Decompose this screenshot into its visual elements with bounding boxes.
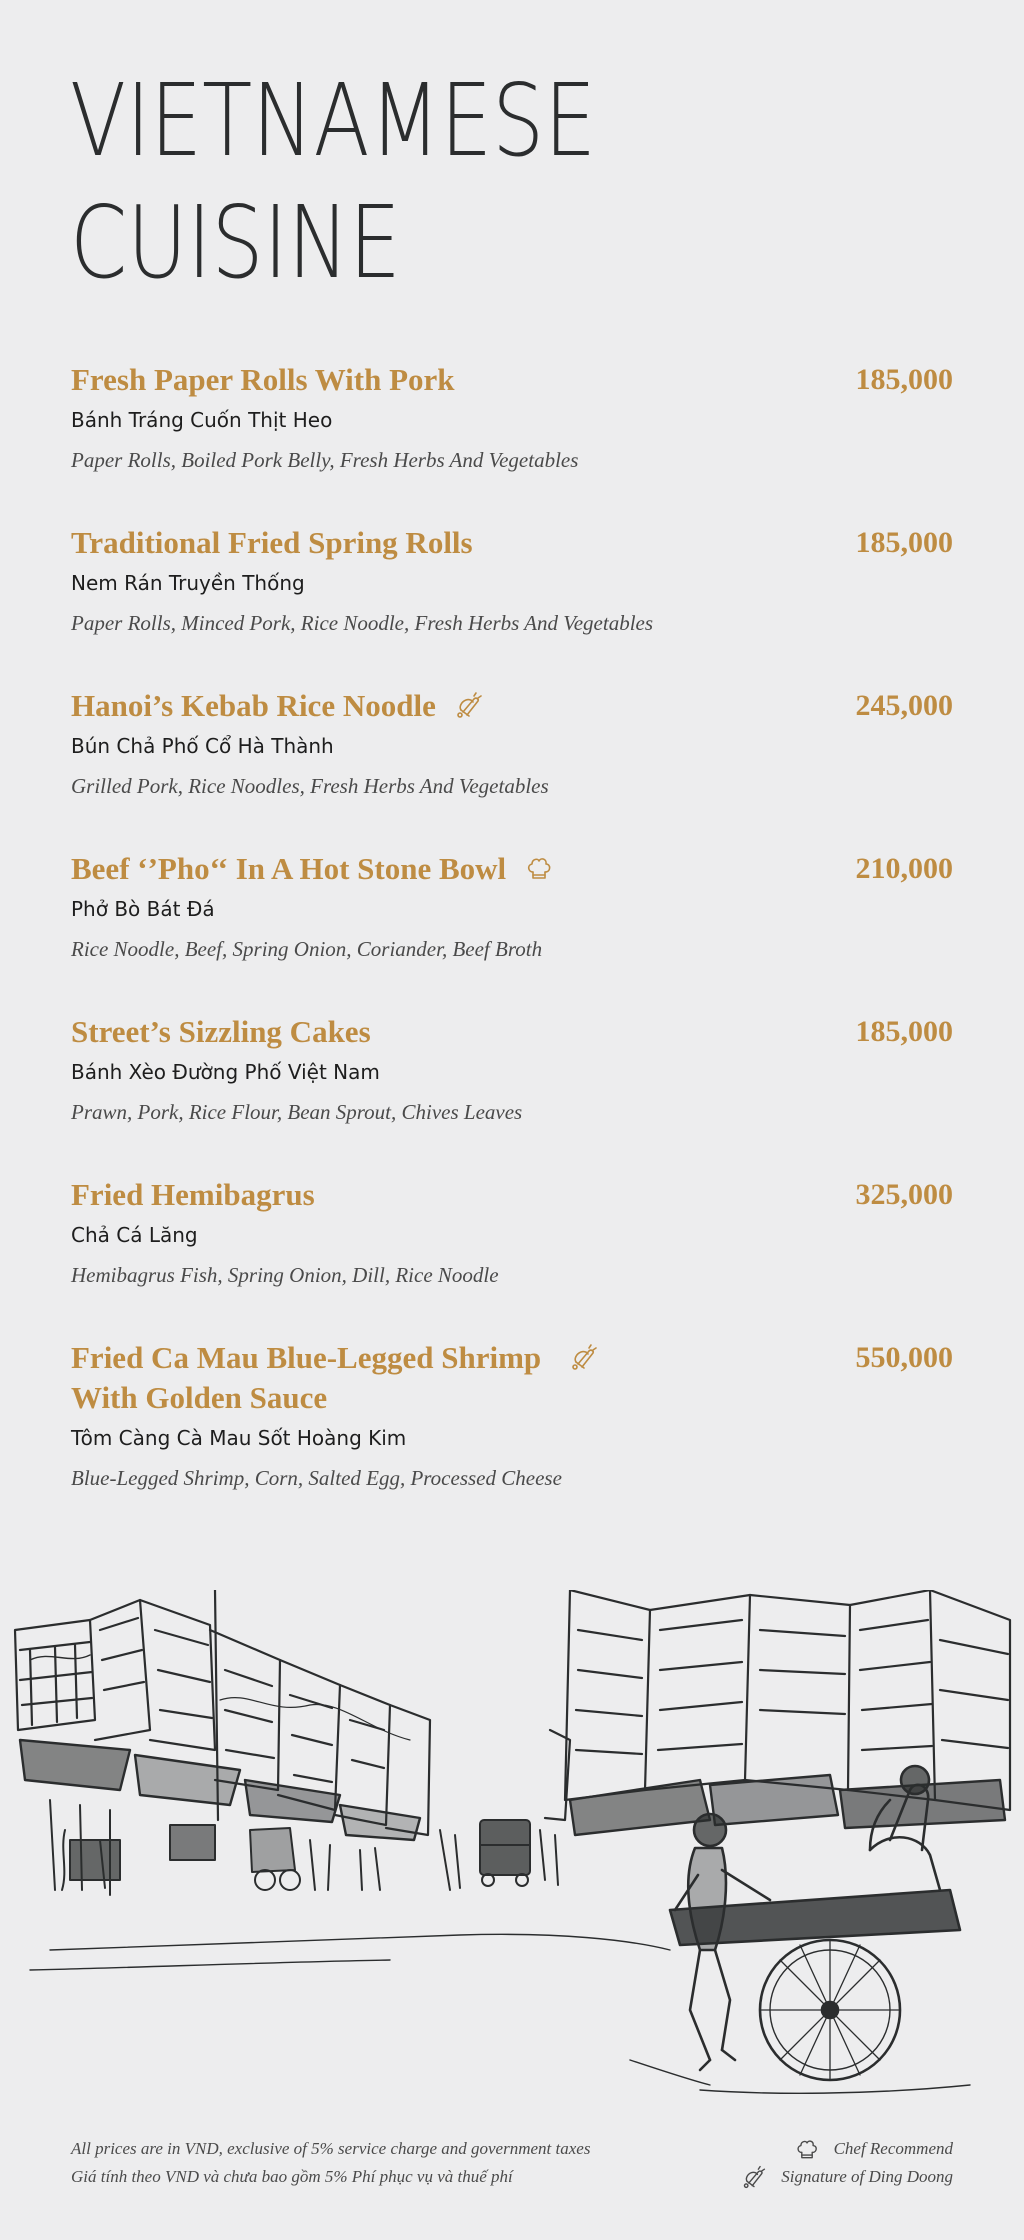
- dish-name: Fried Ca Mau Blue-Legged Shrimp With Golden Sauce: [71, 1340, 542, 1415]
- dish-price: 245,000: [855, 689, 953, 722]
- street-sketch-illustration: [10, 1590, 1014, 2110]
- menu-list: [71, 360, 953, 1492]
- dish-vietnamese-name: Bún Chả Phố Cổ Hà Thành: [71, 734, 334, 758]
- dish-vietnamese-name: Nem Rán Truyền Thống: [71, 571, 305, 595]
- right-awnings: [570, 1775, 1005, 1835]
- legend-chef-recommend: [741, 2135, 953, 2163]
- menu-item: [71, 1338, 953, 1492]
- dish-name: Street’s Sizzling Cakes: [71, 1014, 371, 1049]
- dish-description: Rice Noodle, Beef, Spring Onion, Coriander, Beef Broth: [71, 937, 543, 961]
- dish-vietnamese-name: Phở Bò Bát Đá: [71, 897, 215, 921]
- menu-item: [71, 1012, 953, 1175]
- chef-hat-icon: [524, 853, 554, 883]
- dish-price: 185,000: [855, 1015, 953, 1048]
- legend-signature: [741, 2163, 953, 2191]
- chef-hat-icon: [794, 2136, 820, 2162]
- dish-price: 210,000: [855, 852, 953, 885]
- dish-vietnamese-name: Tôm Càng Cà Mau Sốt Hoàng Kim: [71, 1426, 407, 1450]
- dish-name: Fried Hemibagrus: [71, 1177, 315, 1212]
- dish-price: 325,000: [855, 1178, 953, 1211]
- dish-vietnamese-name: Bánh Tráng Cuốn Thịt Heo: [71, 408, 333, 432]
- dish-description: Hemibagrus Fish, Spring Onion, Dill, Rice Noodle: [71, 1263, 499, 1287]
- menu-item: [71, 686, 953, 849]
- menu-item: [71, 1175, 953, 1338]
- legend-signature-label: Signature of Ding Doong: [781, 2167, 953, 2186]
- bell-icon: [569, 1342, 599, 1372]
- dish-name: Beef ‘’Pho‘‘ In A Hot Stone Bowl: [71, 851, 507, 886]
- dish-description: Paper Rolls, Minced Pork, Rice Noodle, Fresh Herbs And Vegetables: [71, 611, 654, 635]
- dish-vietnamese-name: Chả Cá Lăng: [71, 1223, 198, 1247]
- dish-name: Hanoi’s Kebab Rice Noodle: [71, 688, 436, 723]
- price-note: [71, 2135, 590, 2191]
- menu-item: [71, 849, 953, 1012]
- icon-legend: [741, 2135, 953, 2191]
- bell-icon: [741, 2164, 767, 2190]
- page-title: [70, 60, 596, 304]
- dish-description: Grilled Pork, Rice Noodles, Fresh Herbs And Vegetables: [71, 774, 549, 798]
- legend-chef-label: Chef Recommend: [833, 2139, 953, 2158]
- dish-description: Prawn, Pork, Rice Flour, Bean Sprout, Chives Leaves: [71, 1100, 523, 1124]
- title-line-2: CUISINE: [70, 184, 401, 301]
- title-line-1: VIETNAMESE: [70, 62, 597, 179]
- dish-name: Fresh Paper Rolls With Pork: [71, 362, 455, 397]
- menu-item: [71, 360, 953, 523]
- menu-item: [71, 523, 953, 686]
- dish-name: Traditional Fried Spring Rolls: [71, 525, 473, 560]
- price-note-vietnamese: Giá tính theo VND và chưa bao gồm 5% Phí phục vụ và thuế phí: [71, 2167, 513, 2186]
- bell-icon: [454, 690, 484, 720]
- dish-vietnamese-name: Bánh Xèo Đường Phố Việt Nam: [71, 1060, 380, 1084]
- dish-description: Paper Rolls, Boiled Pork Belly, Fresh Herbs And Vegetables: [71, 448, 579, 472]
- dish-price: 185,000: [855, 363, 953, 396]
- dish-description: Blue-Legged Shrimp, Corn, Salted Egg, Processed Cheese: [71, 1466, 562, 1490]
- dish-price: 550,000: [855, 1341, 953, 1374]
- center-vehicles: [440, 1820, 558, 1890]
- price-note-english: All prices are in VND, exclusive of 5% service charge and government taxes: [71, 2139, 591, 2158]
- dish-price: 185,000: [855, 526, 953, 559]
